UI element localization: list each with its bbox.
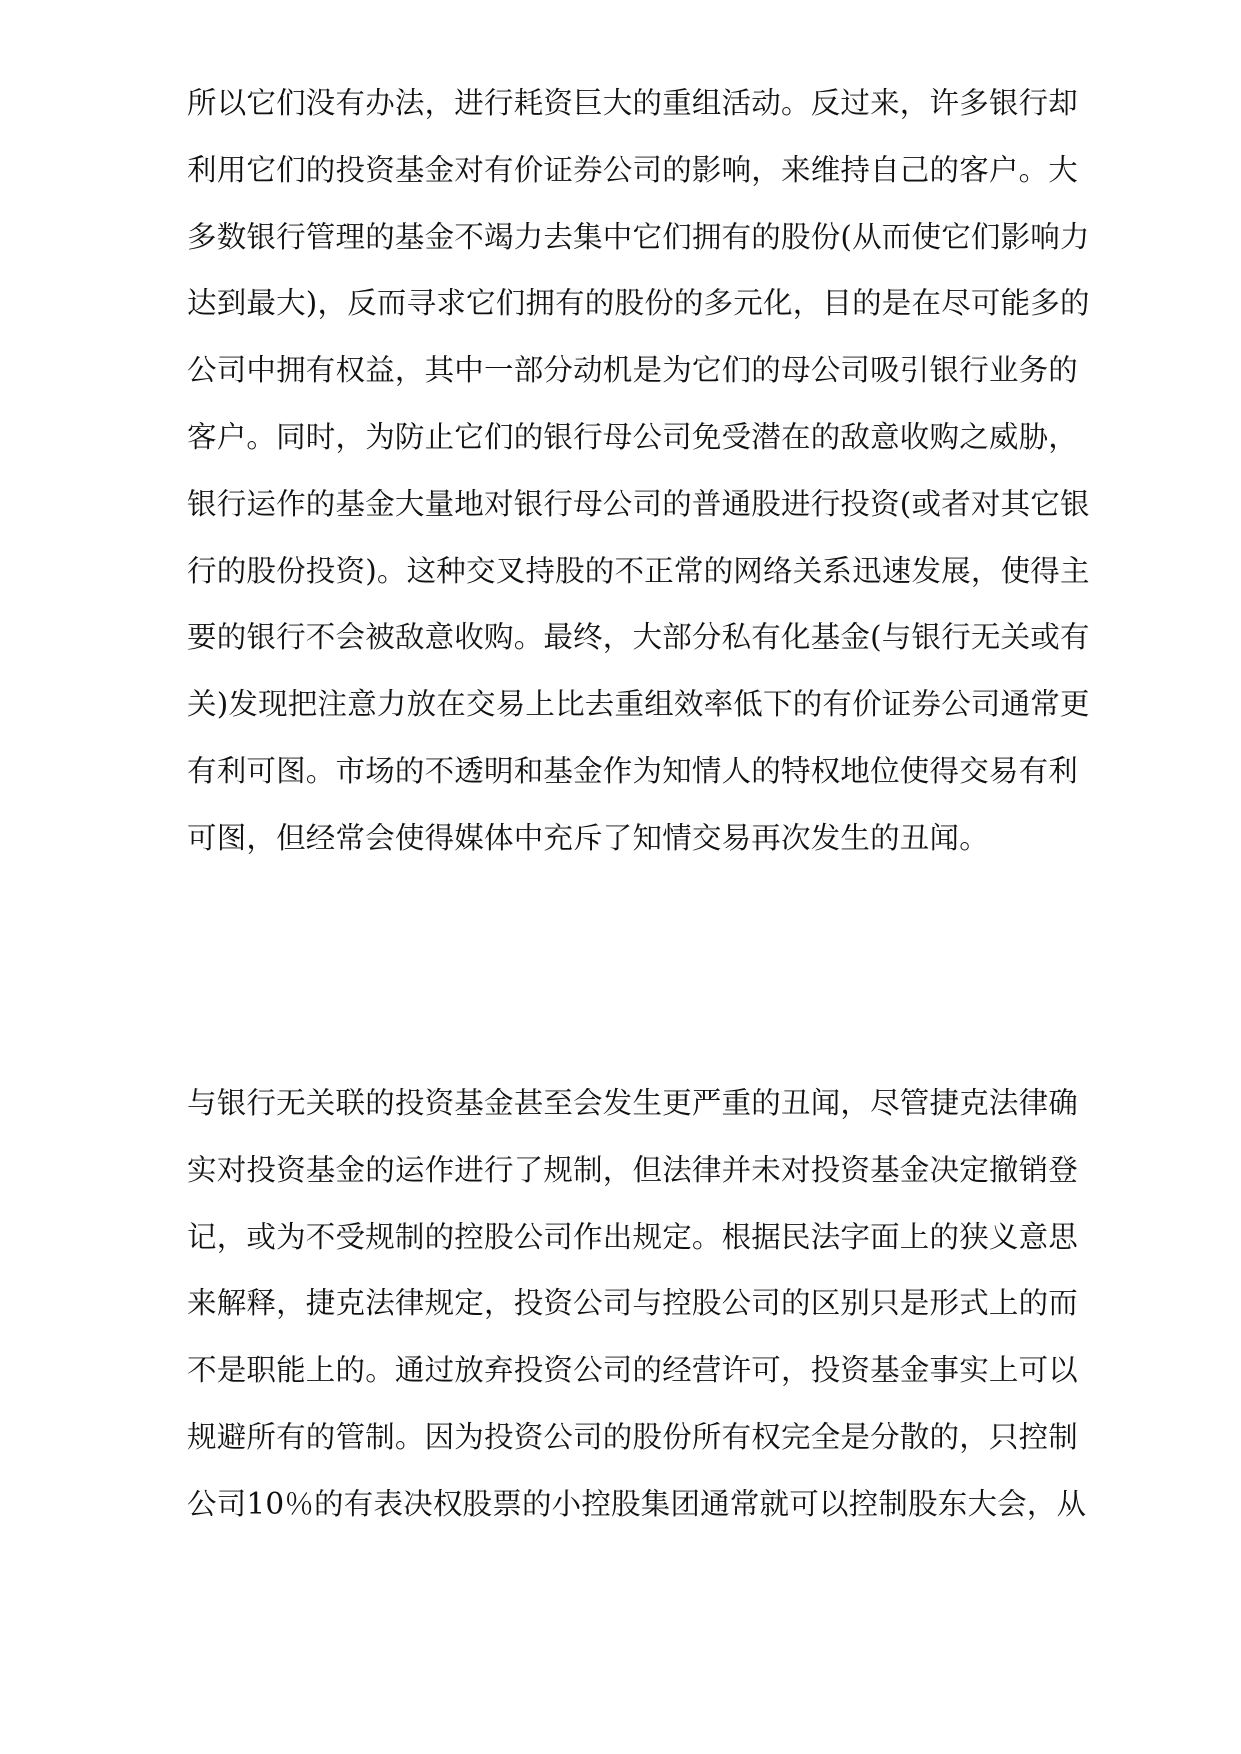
text-line: 记，或为不受规制的控股公司作出规定。根据民法字面上的狭义意思 <box>187 1219 1079 1254</box>
paragraph-1 <box>187 70 1127 872</box>
text-line: 规避所有的管制。因为投资公司的股份所有权完全是分散的，只控制 <box>187 1419 1079 1454</box>
text-line: 关)发现把注意力放在交易上比去重组效率低下的有价证券公司通常更 <box>187 687 1090 722</box>
text-line: 与银行无关联的投资基金甚至会发生更严重的丑闻，尽管捷克法律确 <box>187 1086 1079 1120</box>
text-line: 达到最大)，反而寻求它们拥有的股份的多元化，目的是在尽可能多的 <box>187 286 1090 321</box>
text-line: 要的银行不会被敌意收购。最终，大部分私有化基金(与银行无关或有 <box>187 620 1090 655</box>
text-line: 所以它们没有办法，进行耗资巨大的重组活动。反过来，许多银行却 <box>187 86 1079 120</box>
text-line: 多数银行管理的基金不竭力去集中它们拥有的股份(从而使它们影响力 <box>187 219 1090 254</box>
text-line: 实对投资基金的运作进行了规制，但法律并未对投资基金决定撤销登 <box>187 1152 1079 1187</box>
text-line: 银行运作的基金大量地对银行母公司的普通股进行投资(或者对其它银 <box>187 486 1090 521</box>
text-line: 来解释，捷克法律规定，投资公司与控股公司的区别只是形式上的而 <box>187 1286 1079 1321</box>
text-line: 客户。同时，为防止它们的银行母公司免受潜在的敌意收购之威胁， <box>187 419 1079 454</box>
text-line: 公司10％的有表决权股票的小控股集团通常就可以控制股东大会，从 <box>187 1486 1087 1521</box>
text-line: 行的股份投资)。这种交叉持股的不正常的网络关系迅速发展，使得主 <box>187 553 1090 588</box>
text-line: 利用它们的投资基金对有价证券公司的影响，来维持自己的客户。大 <box>187 152 1079 187</box>
text-line: 有利可图。市场的不透明和基金作为知情人的特权地位使得交易有利 <box>187 753 1079 788</box>
text-line: 不是职能上的。通过放弃投资公司的经营许可，投资基金事实上可以 <box>187 1353 1079 1388</box>
text-line: 公司中拥有权益，其中一部分动机是为它们的母公司吸引银行业务的 <box>187 353 1079 388</box>
text-line: 可图，但经常会使得媒体中充斥了知情交易再次发生的丑闻。 <box>187 820 989 855</box>
paragraph-2 <box>187 1070 1127 1538</box>
